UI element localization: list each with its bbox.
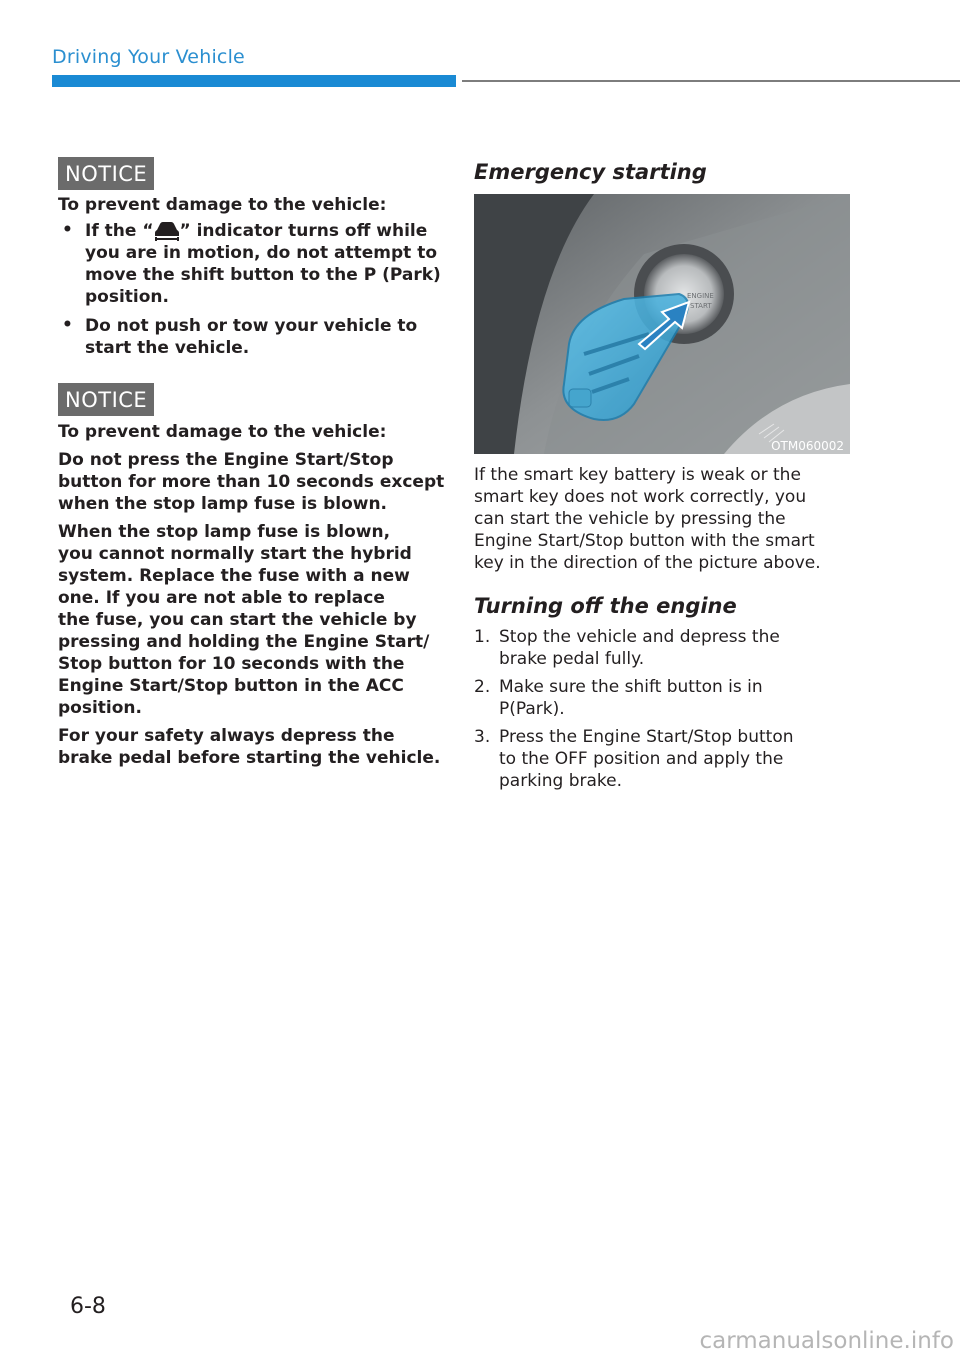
step-text-line: Press the Engine Start/Stop button: [499, 727, 794, 747]
button-label-start: START: [690, 302, 712, 310]
notice2-line: Engine Start/Stop button in the ACC: [58, 676, 404, 696]
emergency-text-line: Engine Start/Stop button with the smart: [474, 531, 815, 551]
notice2-line: When the stop lamp fuse is blown,: [58, 522, 391, 542]
emergency-text-line: If the smart key battery is weak or the: [474, 465, 801, 485]
vehicle-ready-indicator-icon: [154, 220, 180, 242]
notice2-line: when the stop lamp fuse is blown.: [58, 494, 388, 514]
step-text-line: P(Park).: [499, 699, 565, 719]
bullet-1: •: [62, 220, 73, 240]
notice1-bullet1-first-line: If the “ ” indicator turns off while: [85, 221, 428, 241]
emergency-start-photo: [474, 194, 850, 454]
notice1-bullet2-line-2: start the vehicle.: [85, 338, 250, 358]
notice2-line: brake pedal before starting the vehicle.: [58, 748, 441, 768]
notice2-line: For your safety always depress the: [58, 726, 395, 746]
emergency-starting-heading: Emergency starting: [474, 160, 707, 184]
page-number: 6-8: [70, 1294, 106, 1319]
notice1-intro: To prevent damage to the vehicle:: [58, 195, 387, 215]
image-code: OTM060002: [771, 439, 844, 453]
notice1-bullet1-line-2: you are in motion, do not attempt to: [85, 243, 438, 263]
notice1-bullet1-line-4: position.: [85, 287, 169, 307]
bullet-2: •: [62, 315, 73, 335]
step-number: 1.: [474, 627, 491, 647]
notice2-line: button for more than 10 seconds except: [58, 472, 445, 492]
notice-badge-1: NOTICE: [58, 157, 154, 190]
section-title: Driving Your Vehicle: [52, 46, 245, 68]
emergency-text-line: key in the direction of the picture above.: [474, 553, 821, 573]
step-text-line: brake pedal fully.: [499, 649, 645, 669]
step-number: 2.: [474, 677, 491, 697]
emergency-text-line: smart key does not work correctly, you: [474, 487, 807, 507]
notice2-line: Stop button for 10 seconds with the: [58, 654, 405, 674]
header-rule: [462, 80, 960, 82]
smart-key-illustration: [474, 194, 850, 454]
notice1-bullet1-line-3: move the shift button to the P (Park): [85, 265, 441, 285]
turning-off-heading: Turning off the engine: [474, 594, 737, 618]
watermark: carmanualsonline.info: [699, 1328, 954, 1354]
notice1-bullet2-line-1: Do not push or tow your vehicle to: [85, 316, 418, 336]
header-accent-bar: [52, 75, 456, 87]
step-text-line: Make sure the shift button is in: [499, 677, 763, 697]
notice-badge-2: NOTICE: [58, 383, 154, 416]
notice2-line: you cannot normally start the hybrid: [58, 544, 412, 564]
notice2-line: Do not press the Engine Start/Stop: [58, 450, 394, 470]
step-text-line: Stop the vehicle and depress the: [499, 627, 780, 647]
button-label-engine: ENGINE: [687, 292, 714, 300]
notice2-line: the fuse, you can start the vehicle by: [58, 610, 417, 630]
notice2-line: system. Replace the fuse with a new: [58, 566, 410, 586]
emergency-text-line: can start the vehicle by pressing the: [474, 509, 786, 529]
notice2-line: To prevent damage to the vehicle:: [58, 422, 387, 442]
step-text-line: to the OFF position and apply the: [499, 749, 784, 769]
notice2-line: one. If you are not able to replace: [58, 588, 385, 608]
step-number: 3.: [474, 727, 491, 747]
notice2-line: position.: [58, 698, 142, 718]
step-text-line: parking brake.: [499, 771, 623, 791]
notice2-line: pressing and holding the Engine Start/: [58, 632, 430, 652]
